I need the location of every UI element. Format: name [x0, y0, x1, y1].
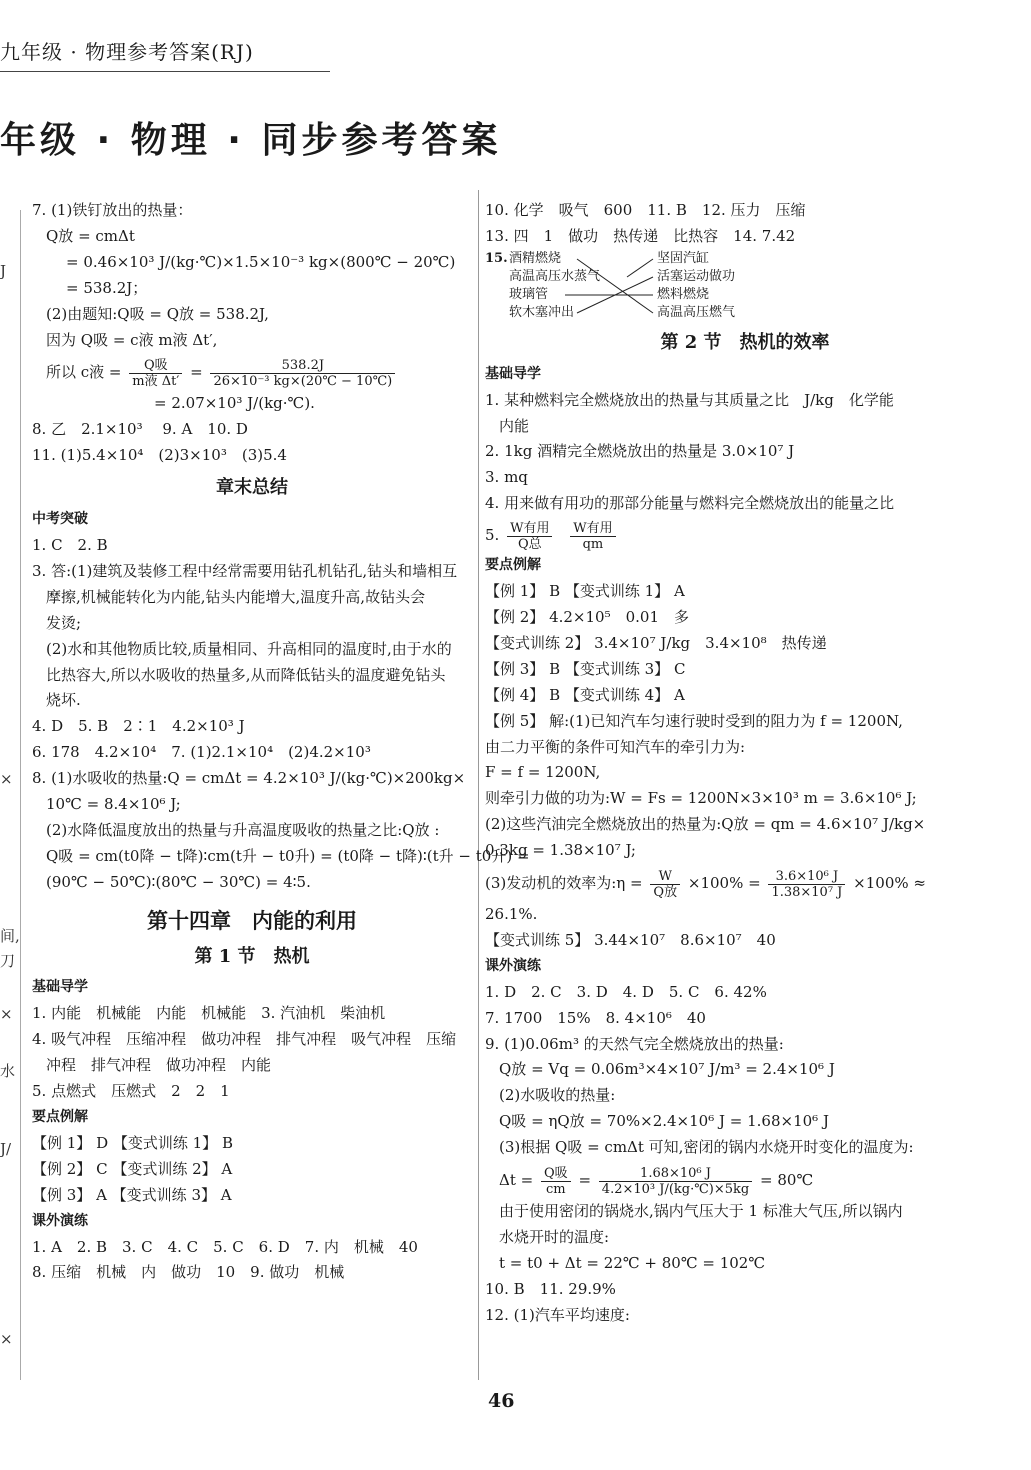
- answer-line: 由于使用密闭的锅烧水,锅内气压大于 1 标准大气压,所以锅内: [499, 1202, 903, 1221]
- answer-line: (90℃ − 50℃)∶(80℃ − 30℃) = 4∶5.: [46, 872, 311, 891]
- answer-line: (2)水吸收的热量:: [499, 1086, 616, 1105]
- numerator: 3.6×10⁶ J: [768, 869, 845, 885]
- denominator: 26×10⁻³ kg×(20℃ − 10℃): [213, 373, 393, 389]
- header-rule: [0, 71, 330, 72]
- page-title: 年级 · 物理 · 同步参考答案: [0, 120, 502, 161]
- answer-line: 摩擦,机械能转化为内能,钻头内能增大,温度升高,故钻头会: [46, 587, 426, 606]
- subsection-label: 要点例解: [32, 1109, 88, 1125]
- answer-line: 【例 2】 C 【变式训练 2】 A: [32, 1159, 233, 1178]
- answer-line: Q吸 = cm(t0降 − t降)∶cm(t升 − t0升) = (t0降 − t降)∶(t升 − t0升) =: [46, 846, 530, 865]
- formula-line: [485, 517, 1005, 553]
- answer-line: 3. 答:(1)建筑及装修工程中经常需要用钻孔机钻孔,钻头和墙相互: [32, 561, 458, 580]
- fraction: [599, 1166, 752, 1197]
- answer-line: 5. 点燃式 压燃式 2 2 1: [32, 1082, 230, 1101]
- edge-fragment: 间,: [0, 927, 20, 945]
- edge-fragment: J/: [0, 1140, 12, 1158]
- answer-line: (2)水降低温度放出的热量与升高温度吸收的热量之比:Q放 :: [46, 820, 440, 839]
- numerator: 1.68×10⁶ J: [599, 1166, 752, 1182]
- answer-line: 9. (1)0.06m³ 的天然气完全燃烧放出的热量:: [485, 1034, 784, 1053]
- matching-left-item: 玻璃管: [509, 286, 549, 302]
- matching-left-item: 酒精燃烧: [509, 250, 562, 266]
- answer-line: (2)这些汽油完全燃烧放出的热量为:Q放 = qm = 4.6×10⁷ J/kg×: [485, 815, 926, 834]
- denominator: 4.2×10³ J/(kg·℃)×5kg: [601, 1181, 750, 1197]
- answer-line: = 0.46×10³ J/(kg·℃)×1.5×10⁻³ kg×(800℃ − 20℃): [66, 252, 456, 271]
- formula-suffix: ×100% ≈: [853, 874, 926, 893]
- matching-left-item: 高温高压水蒸气: [509, 268, 601, 284]
- matching-left-item: 软木塞冲出: [509, 304, 575, 320]
- subsection-label: 课外演练: [32, 1212, 88, 1229]
- answer-line: F = f = 1200N,: [485, 763, 601, 782]
- matching-right-item: 燃料燃烧: [657, 286, 710, 302]
- answer-line: 2. 1kg 酒精完全燃烧放出的热量是 3.0×10⁷ J: [485, 442, 795, 461]
- answer-line: 【例 1】 B 【变式训练 1】 A: [485, 582, 685, 601]
- section-title-heat-engine: 第 1 节 热机: [194, 945, 310, 967]
- numerator: Q吸: [129, 358, 182, 374]
- answer-line: 【例 4】 B 【变式训练 4】 A: [485, 685, 685, 704]
- answer-line: (2)由题知:Q吸 = Q放 = 538.2J,: [46, 304, 269, 323]
- section-title-chapter-summary: 章末总结: [216, 477, 288, 499]
- answer-line: 1. 某种燃料完全燃烧放出的热量与其质量之比 J/kg 化学能: [485, 390, 894, 409]
- answer-line: Q放 = cmΔt: [46, 226, 135, 245]
- chapter-title: 第十四章 内能的利用: [147, 907, 357, 933]
- answer-line: 则牵引力做的功为:W = Fs = 1200N×3×10³ m = 3.6×10⁶ J;: [485, 789, 917, 808]
- subsection-label: 要点例解: [485, 557, 541, 574]
- answer-line: 【变式训练 2】 3.4×10⁷ J/kg 3.4×10⁸ 热传递: [485, 633, 827, 652]
- edge-fragment: ×: [0, 1005, 13, 1023]
- answer-line: 冲程 排气冲程 做功冲程 内能: [46, 1056, 272, 1075]
- subsection-label: 基础导学: [485, 365, 541, 382]
- answer-line: 4. 吸气冲程 压缩冲程 做功冲程 排气冲程 吸气冲程 压缩: [32, 1030, 457, 1049]
- answer-line: 7. (1)铁钉放出的热量：: [32, 201, 193, 219]
- answer-line: 8. 乙 2.1×10³ 9. A 10. D: [32, 420, 248, 439]
- answer-line: 由二力平衡的条件可知汽车的牵引力为:: [485, 737, 746, 756]
- answer-line: 7. 1700 15% 8. 4×10⁶ 40: [485, 1008, 706, 1027]
- answer-line: 1. 内能 机械能 内能 机械能 3. 汽油机 柴油机: [32, 1004, 386, 1023]
- answer-line: 发烫;: [46, 613, 82, 632]
- numerator: W有用: [570, 521, 615, 537]
- formula-prefix: 所以 c液 =: [46, 363, 122, 382]
- answer-line: 10℃ = 8.4×10⁶ J;: [46, 795, 181, 814]
- fraction: [650, 869, 680, 900]
- fraction: [570, 521, 615, 552]
- answer-line: Q放 = Vq = 0.06m³×4×10⁷ J/m³ = 2.4×10⁶ J: [499, 1060, 835, 1079]
- answer-line: 【例 5】 解:(1)已知汽车匀速行驶时受到的阻力为 f = 1200N,: [485, 711, 903, 730]
- answer-line: 1. D 2. C 3. D 4. D 5. C 6. 42%: [485, 982, 767, 1001]
- matching-right-item: 活塞运动做功: [657, 268, 736, 284]
- equals-sign: =: [578, 1171, 592, 1190]
- equals-sign: =: [190, 363, 203, 382]
- numerator: Q吸: [541, 1166, 571, 1182]
- answer-line: = 538.2J；: [66, 278, 148, 297]
- answer-line: 0.3kg = 1.38×10⁷ J;: [485, 841, 636, 860]
- formula-line: [485, 1161, 1005, 1199]
- answer-line: 1. A 2. B 3. C 4. C 5. C 6. D 7. 内 机械 40: [32, 1237, 418, 1256]
- edge-fragment: 水: [0, 1062, 16, 1080]
- edge-fragment: ×: [0, 770, 13, 788]
- formula-prefix: 5.: [485, 526, 500, 545]
- formula-prefix: Δt =: [499, 1171, 534, 1190]
- answer-line: (2)水和其他物质比较,质量相同、升高相同的温度时,由于水的: [46, 639, 452, 658]
- answer-line: 【变式训练 5】 3.44×10⁷ 8.6×10⁷ 40: [485, 930, 776, 949]
- fraction: [768, 869, 845, 900]
- denominator: Q总: [517, 536, 542, 552]
- answer-line: 12. (1)汽车平均速度:: [485, 1305, 630, 1324]
- answer-line: 6. 178 4.2×10⁴ 7. (1)2.1×10⁴ (2)4.2×10³: [32, 743, 371, 762]
- matching-right-item: 坚固汽缸: [657, 250, 710, 266]
- answer-line: 水烧开时的温度:: [499, 1228, 610, 1246]
- answer-line: = 2.07×10³ J/(kg·℃).: [154, 394, 315, 413]
- match-line: [627, 259, 653, 277]
- answer-line: 因为 Q吸 = c液 m液 Δt′,: [46, 330, 218, 349]
- answer-line: 内能: [499, 416, 530, 435]
- answer-line: 【例 2】 4.2×10⁵ 0.01 多: [485, 607, 690, 626]
- answer-line: 【例 3】 B 【变式训练 3】 C: [485, 659, 686, 678]
- denominator: cm: [546, 1181, 566, 1197]
- answer-line: 8. 压缩 机械 内 做功 10 9. 做功 机械: [32, 1263, 345, 1282]
- matching-diagram: [485, 250, 1005, 322]
- answer-line: 4. 用来做有用功的那部分能量与燃料完全燃烧放出的能量之比: [485, 494, 895, 513]
- denominator: qm: [582, 536, 604, 552]
- answer-line: 3. mq: [485, 468, 528, 487]
- formula-middle: ×100% =: [687, 874, 761, 893]
- question-number: 15.: [485, 250, 508, 266]
- numerator: W: [650, 869, 680, 885]
- answer-line: 13. 四 1 做功 热传递 比热容 14. 7.42: [485, 226, 796, 245]
- denominator: 1.38×10⁷ J: [771, 884, 843, 900]
- subsection-label: 基础导学: [32, 979, 88, 996]
- edge-fragment: ×: [0, 1330, 13, 1348]
- fraction: [210, 358, 395, 389]
- answer-line: 8. (1)水吸收的热量:Q = cmΔt = 4.2×10³ J/(kg·℃)×200kg×: [32, 769, 466, 788]
- answer-line: 10. B 11. 29.9%: [485, 1279, 616, 1298]
- right-column: [485, 198, 1005, 1329]
- formula-suffix: = 80℃: [760, 1171, 814, 1190]
- running-header: 九年级 · 物理参考答案(RJ): [0, 40, 254, 64]
- answer-line: (3)根据 Q吸 = cmΔt 可知,密闭的锅内水烧开时变化的温度为:: [499, 1138, 914, 1157]
- answer-line: 4. D 5. B 2∶1 4.2×10³ J: [32, 717, 245, 736]
- page-number: 46: [488, 1390, 515, 1412]
- answer-line: 26.1%.: [485, 905, 538, 924]
- denominator: m液 Δt′: [132, 373, 180, 389]
- formula-line: [485, 864, 1005, 902]
- answer-line: t = t0 + Δt = 22℃ + 80℃ = 102℃: [499, 1253, 766, 1272]
- subsection-label: 中考突破: [32, 511, 88, 528]
- formula-prefix: (3)发动机的效率为:η =: [485, 874, 643, 893]
- denominator: Q放: [653, 884, 678, 900]
- matching-lines: [485, 250, 745, 322]
- answer-line: Q吸 = ηQ放 = 70%×2.4×10⁶ J = 1.68×10⁶ J: [499, 1112, 829, 1131]
- answer-line: 烧坏.: [46, 691, 81, 710]
- section-title-efficiency: 第 2 节 热机的效率: [660, 331, 830, 353]
- fraction: [129, 358, 182, 389]
- edge-fragment: J: [0, 262, 7, 280]
- answer-line: 【例 3】 A 【变式训练 3】 A: [32, 1185, 232, 1204]
- subsection-label: 课外演练: [485, 957, 541, 974]
- edge-fragment: 刀: [0, 952, 16, 970]
- answer-line: 1. C 2. B: [32, 535, 108, 554]
- answer-line: 比热容大,所以水吸收的热量多,从而降低钻头的温度避免钻头: [46, 665, 446, 684]
- formula-line: [32, 353, 472, 391]
- margin-rule: [20, 210, 21, 1380]
- fraction: [507, 521, 552, 552]
- numerator: W有用: [507, 521, 552, 537]
- answer-line: 11. (1)5.4×10⁴ (2)3×10³ (3)5.4: [32, 446, 287, 465]
- fraction: [541, 1166, 571, 1197]
- answer-line: 10. 化学 吸气 600 11. B 12. 压力 压缩: [485, 201, 806, 219]
- matching-right-item: 高温高压燃气: [657, 304, 736, 320]
- answer-line: 【例 1】 D 【变式训练 1】 B: [32, 1133, 233, 1152]
- column-divider: [478, 190, 479, 1380]
- numerator: 538.2J: [210, 358, 395, 374]
